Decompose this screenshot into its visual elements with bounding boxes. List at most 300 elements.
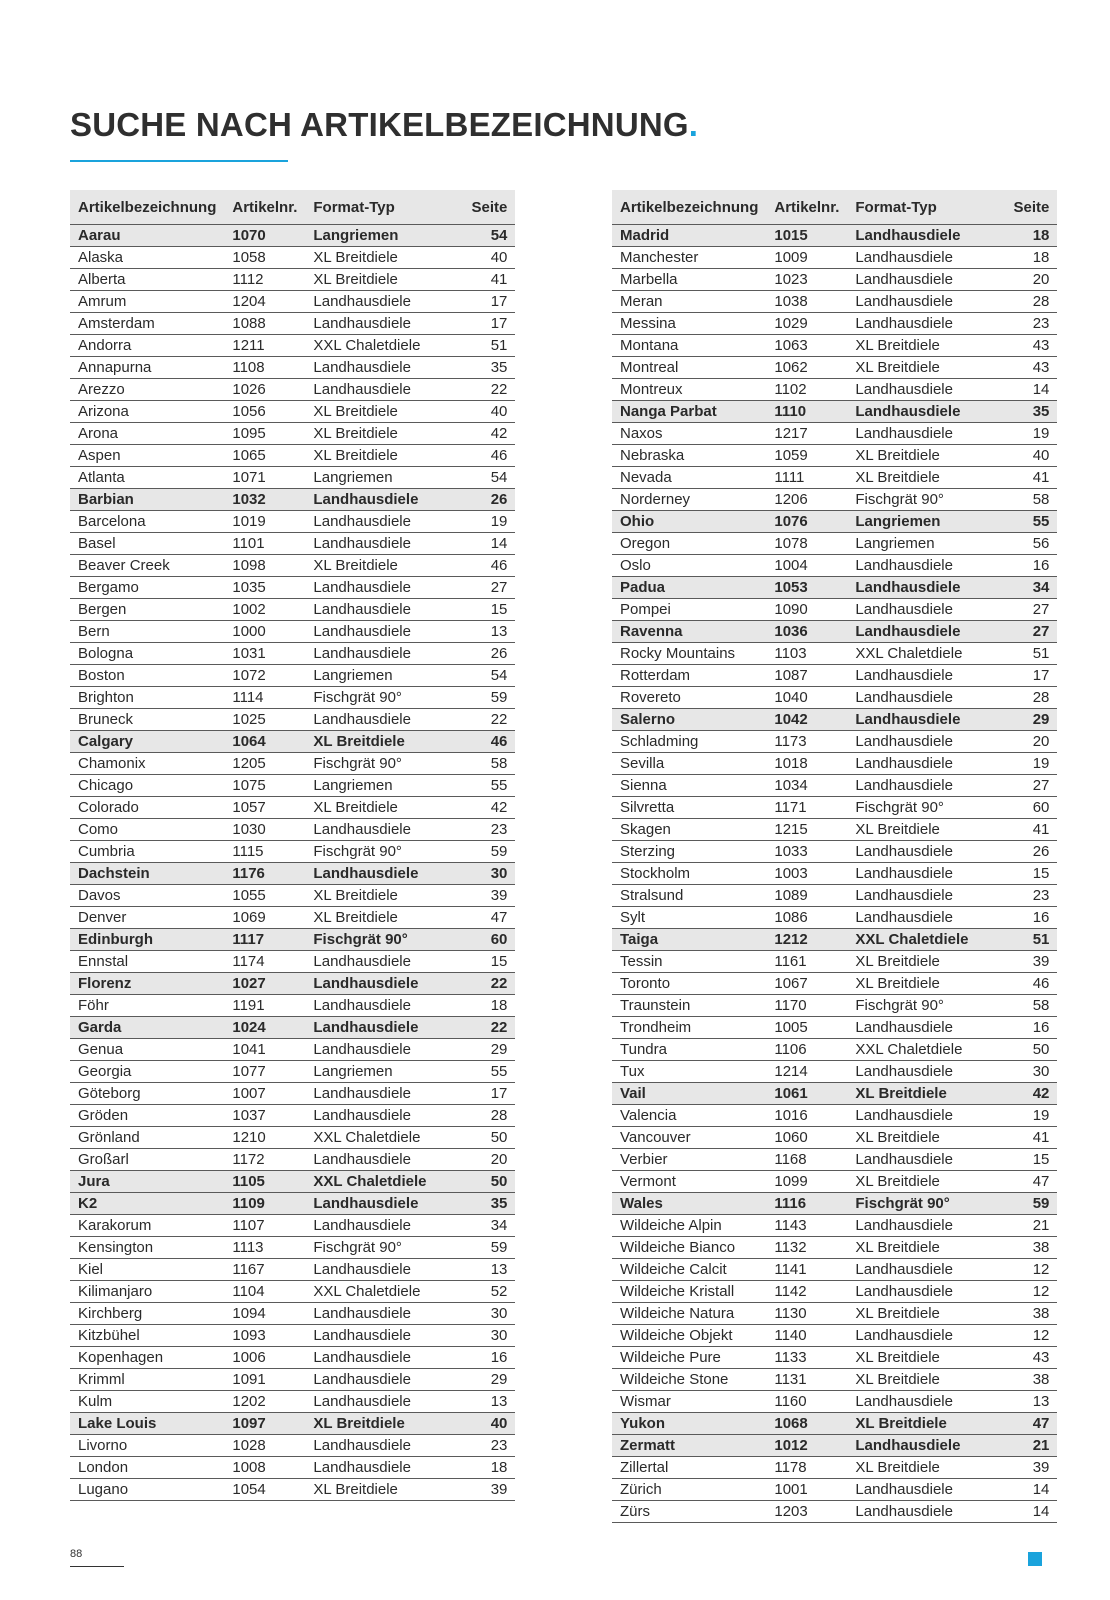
table-row — [70, 379, 515, 401]
table-row — [70, 269, 515, 291]
cell-article-name: Toronto — [612, 973, 766, 995]
cell-article-name: Valencia — [612, 1105, 766, 1127]
cell-article-name: Yukon — [612, 1413, 766, 1435]
cell-article-name: Göteborg — [70, 1083, 224, 1105]
table-row — [70, 1083, 515, 1105]
table-row — [612, 1149, 1057, 1171]
cell-page: 58 — [445, 753, 515, 775]
cell-page: 12 — [987, 1325, 1057, 1347]
table-row — [70, 1303, 515, 1325]
cell-format-type: Fischgrät 90° — [847, 797, 987, 819]
cell-format-type: Landhausdiele — [305, 1325, 445, 1347]
cell-article-name: Ohio — [612, 511, 766, 533]
cell-format-type: Landhausdiele — [847, 401, 987, 423]
table-row — [70, 885, 515, 907]
cell-article-name: Kensington — [70, 1237, 224, 1259]
cell-page: 15 — [987, 863, 1057, 885]
table-row — [70, 1479, 515, 1501]
cell-format-type: Langriemen — [305, 1061, 445, 1083]
cell-article-name: Livorno — [70, 1435, 224, 1457]
table-row — [612, 1237, 1057, 1259]
cell-article-number: 1034 — [766, 775, 847, 797]
table-row — [70, 1193, 515, 1215]
table-row — [612, 1127, 1057, 1149]
cell-page: 26 — [445, 489, 515, 511]
cell-format-type: XL Breitdiele — [847, 951, 987, 973]
cell-article-name: Skagen — [612, 819, 766, 841]
cell-article-name: Oregon — [612, 533, 766, 555]
cell-article-number: 1211 — [224, 335, 305, 357]
cell-article-number: 1203 — [766, 1501, 847, 1523]
cell-article-name: Arizona — [70, 401, 224, 423]
cell-article-number: 1072 — [224, 665, 305, 687]
table-row — [70, 929, 515, 951]
cell-format-type: Landhausdiele — [847, 225, 987, 247]
cell-article-number: 1109 — [224, 1193, 305, 1215]
cell-page: 14 — [987, 379, 1057, 401]
cell-article-number: 1215 — [766, 819, 847, 841]
cell-page: 16 — [987, 555, 1057, 577]
cell-format-type: Landhausdiele — [847, 731, 987, 753]
cell-format-type: Landhausdiele — [847, 1061, 987, 1083]
table-row — [70, 907, 515, 929]
table-row — [70, 753, 515, 775]
cell-page: 22 — [445, 709, 515, 731]
cell-article-name: Beaver Creek — [70, 555, 224, 577]
cell-article-name: Como — [70, 819, 224, 841]
table-row — [612, 1083, 1057, 1105]
table-row — [70, 445, 515, 467]
cell-article-name: Barcelona — [70, 511, 224, 533]
cell-page: 39 — [987, 1457, 1057, 1479]
cell-page: 30 — [987, 1061, 1057, 1083]
cell-page: 20 — [987, 269, 1057, 291]
cell-article-number: 1077 — [224, 1061, 305, 1083]
table-row — [612, 1215, 1057, 1237]
cell-format-type: Landhausdiele — [305, 643, 445, 665]
table-row — [612, 1413, 1057, 1435]
cell-page: 55 — [445, 775, 515, 797]
table-row — [612, 1105, 1057, 1127]
table-row — [70, 1347, 515, 1369]
cell-article-name: Manchester — [612, 247, 766, 269]
cell-format-type: Landhausdiele — [305, 1215, 445, 1237]
cell-article-name: Sylt — [612, 907, 766, 929]
page-title — [70, 106, 698, 144]
cell-format-type: XL Breitdiele — [847, 445, 987, 467]
cell-format-type: XXL Chaletdiele — [847, 643, 987, 665]
cell-page: 55 — [445, 1061, 515, 1083]
cell-page: 28 — [987, 291, 1057, 313]
corner-square-mark — [1028, 1552, 1042, 1566]
cell-page: 16 — [987, 907, 1057, 929]
cell-format-type: Langriemen — [305, 665, 445, 687]
table-row — [612, 445, 1057, 467]
cell-article-number: 1098 — [224, 555, 305, 577]
table-header — [612, 190, 1057, 225]
cell-page: 46 — [445, 555, 515, 577]
cell-format-type: Landhausdiele — [847, 1017, 987, 1039]
table-row — [612, 1193, 1057, 1215]
table-row — [612, 313, 1057, 335]
cell-article-number: 1001 — [766, 1479, 847, 1501]
cell-article-name: Kopenhagen — [70, 1347, 224, 1369]
cell-article-number: 1205 — [224, 753, 305, 775]
cell-article-name: Wildeiche Stone — [612, 1369, 766, 1391]
cell-page: 51 — [987, 929, 1057, 951]
cell-page: 59 — [445, 687, 515, 709]
cell-page: 38 — [987, 1237, 1057, 1259]
table-row — [70, 335, 515, 357]
cell-article-number: 1060 — [766, 1127, 847, 1149]
table-row — [70, 1369, 515, 1391]
cell-article-name: Zillertal — [612, 1457, 766, 1479]
cell-format-type: Landhausdiele — [847, 1105, 987, 1127]
cell-page: 19 — [987, 1105, 1057, 1127]
cell-article-number: 1019 — [224, 511, 305, 533]
cell-page: 39 — [445, 885, 515, 907]
cell-article-name: Wildeiche Pure — [612, 1347, 766, 1369]
cell-format-type: Landhausdiele — [847, 753, 987, 775]
cell-article-number: 1140 — [766, 1325, 847, 1347]
cell-page: 40 — [445, 401, 515, 423]
cell-article-number: 1086 — [766, 907, 847, 929]
table-row — [70, 973, 515, 995]
cell-format-type: Landhausdiele — [847, 1501, 987, 1523]
cell-format-type: Landhausdiele — [305, 995, 445, 1017]
cell-article-name: Amrum — [70, 291, 224, 313]
cell-article-number: 1132 — [766, 1237, 847, 1259]
table-row — [70, 1391, 515, 1413]
table-row — [70, 1017, 515, 1039]
cell-article-name: Gröden — [70, 1105, 224, 1127]
cell-format-type: Landhausdiele — [305, 1149, 445, 1171]
cell-page: 34 — [987, 577, 1057, 599]
cell-article-name: Annapurna — [70, 357, 224, 379]
cell-page: 21 — [987, 1215, 1057, 1237]
cell-format-type: Fischgrät 90° — [847, 995, 987, 1017]
cell-article-name: Alaska — [70, 247, 224, 269]
cell-format-type: XL Breitdiele — [305, 269, 445, 291]
cell-page: 43 — [987, 335, 1057, 357]
cell-article-number: 1117 — [224, 929, 305, 951]
cell-format-type: Landhausdiele — [847, 1259, 987, 1281]
cell-article-number: 1131 — [766, 1369, 847, 1391]
cell-format-type: XL Breitdiele — [847, 1237, 987, 1259]
cell-format-type: Landhausdiele — [847, 1325, 987, 1347]
cell-article-name: Grönland — [70, 1127, 224, 1149]
cell-format-type: XL Breitdiele — [847, 1369, 987, 1391]
cell-article-number: 1009 — [766, 247, 847, 269]
cell-format-type: Landhausdiele — [847, 313, 987, 335]
cell-format-type: XL Breitdiele — [847, 1413, 987, 1435]
cell-format-type: XL Breitdiele — [847, 1303, 987, 1325]
cell-article-name: Schladming — [612, 731, 766, 753]
cell-article-name: Davos — [70, 885, 224, 907]
table-row — [612, 1325, 1057, 1347]
table-row — [70, 687, 515, 709]
cell-article-number: 1178 — [766, 1457, 847, 1479]
cell-page: 42 — [445, 423, 515, 445]
table-row — [70, 599, 515, 621]
cell-article-name: Chamonix — [70, 753, 224, 775]
cell-article-number: 1064 — [224, 731, 305, 753]
cell-article-number: 1108 — [224, 357, 305, 379]
cell-format-type: Fischgrät 90° — [305, 841, 445, 863]
cell-format-type: XL Breitdiele — [847, 467, 987, 489]
cell-article-name: Wildeiche Kristall — [612, 1281, 766, 1303]
cell-format-type: Landhausdiele — [847, 423, 987, 445]
table-row — [70, 225, 515, 247]
cell-format-type: Fischgrät 90° — [305, 1237, 445, 1259]
header-article-number: Artikelnr. — [224, 190, 305, 225]
table-row — [70, 1171, 515, 1193]
table-row — [612, 1281, 1057, 1303]
header-format-type: Format-Typ — [305, 190, 445, 225]
cell-format-type: Landhausdiele — [305, 951, 445, 973]
cell-article-name: Ennstal — [70, 951, 224, 973]
cell-format-type: XXL Chaletdiele — [305, 1171, 445, 1193]
cell-format-type: Landhausdiele — [847, 687, 987, 709]
cell-article-name: Karakorum — [70, 1215, 224, 1237]
cell-article-number: 1057 — [224, 797, 305, 819]
cell-article-number: 1091 — [224, 1369, 305, 1391]
cell-article-name: Nebraska — [612, 445, 766, 467]
table-row — [70, 467, 515, 489]
table-row — [70, 1281, 515, 1303]
cell-page: 39 — [445, 1479, 515, 1501]
cell-format-type: Fischgrät 90° — [305, 753, 445, 775]
table-row — [612, 665, 1057, 687]
cell-article-name: Kirchberg — [70, 1303, 224, 1325]
cell-format-type: Fischgrät 90° — [305, 687, 445, 709]
table-row — [612, 863, 1057, 885]
cell-format-type: Landhausdiele — [847, 621, 987, 643]
header-format-type: Format-Typ — [847, 190, 987, 225]
cell-article-name: Marbella — [612, 269, 766, 291]
cell-article-number: 1069 — [224, 907, 305, 929]
cell-format-type: Landhausdiele — [847, 1215, 987, 1237]
cell-page: 13 — [445, 1391, 515, 1413]
cell-format-type: Landhausdiele — [847, 665, 987, 687]
cell-format-type: XL Breitdiele — [847, 973, 987, 995]
header-article-name: Artikelbezeichnung — [612, 190, 766, 225]
cell-format-type: XL Breitdiele — [847, 1457, 987, 1479]
cell-article-name: Colorado — [70, 797, 224, 819]
table-row — [612, 225, 1057, 247]
cell-article-name: Florenz — [70, 973, 224, 995]
cell-page: 59 — [445, 841, 515, 863]
table-row — [70, 775, 515, 797]
cell-format-type: Langriemen — [847, 533, 987, 555]
cell-article-name: Wildeiche Calcit — [612, 1259, 766, 1281]
cell-article-name: Meran — [612, 291, 766, 313]
cell-article-name: Kilimanjaro — [70, 1281, 224, 1303]
cell-page: 46 — [445, 731, 515, 753]
cell-article-number: 1191 — [224, 995, 305, 1017]
table-row — [612, 291, 1057, 313]
table-row — [612, 489, 1057, 511]
cell-article-number: 1103 — [766, 643, 847, 665]
cell-page: 34 — [445, 1215, 515, 1237]
table-row — [612, 709, 1057, 731]
cell-page: 21 — [987, 1435, 1057, 1457]
table-row — [70, 1105, 515, 1127]
table-row — [70, 1039, 515, 1061]
cell-format-type: Landhausdiele — [847, 291, 987, 313]
cell-article-number: 1104 — [224, 1281, 305, 1303]
cell-page: 22 — [445, 1017, 515, 1039]
cell-article-number: 1172 — [224, 1149, 305, 1171]
table-row — [70, 995, 515, 1017]
cell-article-number: 1114 — [224, 687, 305, 709]
cell-format-type: XL Breitdiele — [305, 445, 445, 467]
cell-article-name: Cumbria — [70, 841, 224, 863]
cell-format-type: XL Breitdiele — [847, 357, 987, 379]
cell-page: 52 — [445, 1281, 515, 1303]
cell-article-name: Madrid — [612, 225, 766, 247]
cell-format-type: XL Breitdiele — [305, 247, 445, 269]
cell-article-number: 1068 — [766, 1413, 847, 1435]
table-row — [612, 1017, 1057, 1039]
cell-format-type: Landhausdiele — [847, 1149, 987, 1171]
cell-article-number: 1032 — [224, 489, 305, 511]
cell-format-type: Landhausdiele — [305, 1303, 445, 1325]
cell-format-type: XL Breitdiele — [305, 731, 445, 753]
header-row — [612, 190, 1057, 225]
cell-page: 19 — [987, 423, 1057, 445]
cell-article-number: 1161 — [766, 951, 847, 973]
table-row — [612, 1347, 1057, 1369]
cell-article-name: Montreux — [612, 379, 766, 401]
cell-page: 47 — [987, 1171, 1057, 1193]
table-row — [612, 423, 1057, 445]
table-row — [612, 797, 1057, 819]
cell-article-number: 1062 — [766, 357, 847, 379]
cell-page: 59 — [987, 1193, 1057, 1215]
table-row — [70, 1457, 515, 1479]
cell-format-type: Landhausdiele — [305, 1259, 445, 1281]
table-row — [612, 1171, 1057, 1193]
cell-article-name: Wales — [612, 1193, 766, 1215]
table-row — [70, 489, 515, 511]
cell-article-number: 1090 — [766, 599, 847, 621]
cell-page: 50 — [445, 1171, 515, 1193]
cell-article-number: 1106 — [766, 1039, 847, 1061]
cell-format-type: XL Breitdiele — [847, 335, 987, 357]
cell-page: 23 — [987, 313, 1057, 335]
page-number: 88 — [70, 1548, 83, 1560]
table-row — [612, 885, 1057, 907]
cell-format-type: Landhausdiele — [305, 1017, 445, 1039]
cell-article-number: 1217 — [766, 423, 847, 445]
cell-article-name: Brighton — [70, 687, 224, 709]
table-row — [612, 599, 1057, 621]
cell-format-type: XXL Chaletdiele — [305, 335, 445, 357]
cell-format-type: Landhausdiele — [305, 973, 445, 995]
cell-article-name: Arezzo — [70, 379, 224, 401]
cell-article-name: Vermont — [612, 1171, 766, 1193]
cell-format-type: Langriemen — [305, 225, 445, 247]
table-row — [612, 753, 1057, 775]
cell-article-number: 1041 — [224, 1039, 305, 1061]
cell-article-number: 1112 — [224, 269, 305, 291]
cell-article-name: Bergen — [70, 599, 224, 621]
cell-article-number: 1030 — [224, 819, 305, 841]
cell-format-type: Landhausdiele — [305, 577, 445, 599]
table-row — [612, 1259, 1057, 1281]
cell-format-type: Landhausdiele — [305, 1457, 445, 1479]
cell-format-type: Landhausdiele — [305, 1083, 445, 1105]
cell-page: 42 — [987, 1083, 1057, 1105]
cell-format-type: Landhausdiele — [305, 357, 445, 379]
table-row — [70, 863, 515, 885]
cell-page: 41 — [445, 269, 515, 291]
cell-article-name: Stockholm — [612, 863, 766, 885]
cell-article-name: Lake Louis — [70, 1413, 224, 1435]
page-number-line — [70, 1566, 124, 1567]
cell-format-type: Landhausdiele — [305, 621, 445, 643]
cell-article-number: 1093 — [224, 1325, 305, 1347]
cell-format-type: Landhausdiele — [305, 379, 445, 401]
cell-page: 19 — [445, 511, 515, 533]
cell-article-number: 1078 — [766, 533, 847, 555]
cell-article-number: 1076 — [766, 511, 847, 533]
cell-article-name: Kiel — [70, 1259, 224, 1281]
cell-article-number: 1004 — [766, 555, 847, 577]
cell-article-number: 1176 — [224, 863, 305, 885]
cell-article-name: Wismar — [612, 1391, 766, 1413]
table-body — [612, 225, 1057, 1523]
table-row — [612, 621, 1057, 643]
table-row — [70, 533, 515, 555]
cell-page: 47 — [445, 907, 515, 929]
cell-article-name: Verbier — [612, 1149, 766, 1171]
cell-article-name: Rotterdam — [612, 665, 766, 687]
cell-page: 16 — [445, 1347, 515, 1369]
cell-article-name: Aspen — [70, 445, 224, 467]
cell-article-number: 1024 — [224, 1017, 305, 1039]
cell-page: 17 — [445, 291, 515, 313]
cell-format-type: XL Breitdiele — [305, 1479, 445, 1501]
table-row — [612, 841, 1057, 863]
cell-article-name: Genua — [70, 1039, 224, 1061]
cell-article-name: Calgary — [70, 731, 224, 753]
table-row — [612, 1435, 1057, 1457]
header-row — [70, 190, 515, 225]
cell-article-number: 1133 — [766, 1347, 847, 1369]
cell-article-number: 1061 — [766, 1083, 847, 1105]
cell-page: 39 — [987, 951, 1057, 973]
cell-article-number: 1142 — [766, 1281, 847, 1303]
cell-article-number: 1029 — [766, 313, 847, 335]
cell-article-number: 1005 — [766, 1017, 847, 1039]
table-row — [612, 401, 1057, 423]
cell-page: 15 — [445, 951, 515, 973]
cell-article-name: Krimml — [70, 1369, 224, 1391]
cell-page: 23 — [445, 819, 515, 841]
cell-article-name: Zürs — [612, 1501, 766, 1523]
table-row — [612, 555, 1057, 577]
table-row — [70, 1259, 515, 1281]
cell-article-number: 1002 — [224, 599, 305, 621]
cell-article-number: 1094 — [224, 1303, 305, 1325]
cell-page: 18 — [445, 995, 515, 1017]
cell-format-type: Landhausdiele — [305, 863, 445, 885]
cell-page: 58 — [987, 489, 1057, 511]
cell-page: 18 — [445, 1457, 515, 1479]
table-row — [612, 1369, 1057, 1391]
